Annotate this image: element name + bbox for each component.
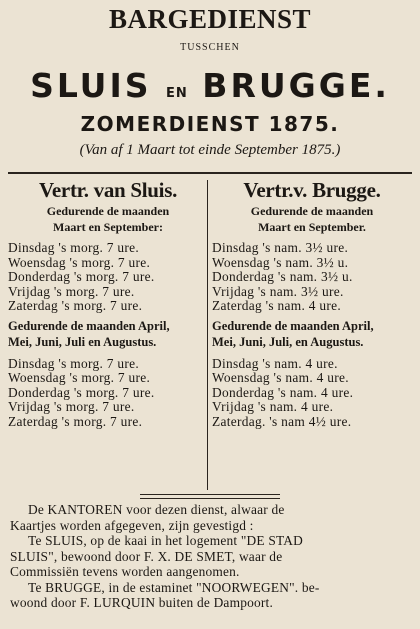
schedule-row: Vrijdag 's morg. 7 ure.: [8, 399, 135, 414]
schedule-list: [212, 357, 412, 430]
schedule-row: Woensdag 's nam. 3½ u.: [212, 254, 349, 270]
schedule-row: Dinsdag 's nam. 4 ure.: [212, 355, 338, 371]
period-label: Maart en September.: [258, 220, 366, 234]
period-label: Gedurende de maanden April,: [8, 318, 170, 333]
schedule-row: Woensdag 's morg. 7 ure.: [8, 370, 151, 385]
column-heading: Vertr. van Sluis.: [38, 178, 178, 202]
period-label: Mei, Juni, Juli, en Augustus.: [212, 334, 364, 349]
schedule-list: [8, 357, 208, 430]
schedule-row: Vrijdag 's morg. 7 ure.: [8, 283, 135, 299]
schedule-row: Zaterdag 's morg. 7 ure.: [8, 298, 143, 313]
schedule-row: Dinsdag 's morg. 7 ure.: [8, 355, 140, 371]
schedule-row: Donderdag 's morg. 7 ure.: [8, 269, 155, 284]
schedule-row: Donderdag 's morg. 7 ure.: [8, 384, 155, 400]
notes-line: Te BRUGGE, in de estaminet "NOORWEGEN". be-: [28, 579, 320, 595]
schedule-row: Zaterdag 's morg. 7 ure.: [8, 413, 143, 429]
schedule-row: Dinsdag 's nam. 3½ ure.: [212, 240, 349, 255]
notes-line: SLUIS", bewoond door F. X. DE SMET, waar de: [10, 548, 283, 564]
route-destination: BRUGGE.: [202, 66, 390, 105]
period-label: Gedurende de maanden: [250, 204, 374, 218]
header-divider: [8, 172, 412, 174]
departures-sluis: [8, 178, 208, 429]
schedule-row: Dinsdag 's morg. 7 ure.: [8, 240, 140, 255]
departures-brugge: [212, 178, 412, 429]
period-label: Maart en September:: [53, 220, 163, 234]
notes-line: Te SLUIS, op de kaai in het logement "DE STAD: [28, 533, 304, 548]
notes-line: Commissiën tevens worden aangenomen.: [10, 564, 240, 579]
notes-line: woond door F. LURQUIN buiten de Dampoort.: [10, 595, 274, 610]
schedule-row: Woensdag 's nam. 4 ure.: [212, 370, 349, 385]
schedule-row: Woensdag 's morg. 7 ure.: [8, 254, 151, 270]
route-origin: SLUIS: [30, 66, 152, 105]
section-divider: [140, 494, 280, 499]
schedule-row: Vrijdag 's nam. 4 ure.: [212, 399, 334, 414]
title: BARGEDIENST: [108, 4, 312, 34]
notes-line: Kaartjes worden afgegeven, zijn gevestigd :: [10, 517, 254, 533]
service-period: (Van af 1 Maart tot einde September 1875.): [79, 142, 341, 158]
schedule-list: [212, 241, 412, 314]
schedule-list: [8, 241, 208, 314]
schedule-row: Donderdag 's nam. 3½ u.: [212, 269, 353, 284]
route-joiner: EN: [166, 86, 188, 101]
schedule-row: Donderdag 's nam. 4 ure.: [212, 384, 354, 400]
column-heading: Vertr.v. Brugge.: [243, 178, 381, 202]
schedule-row: Zaterdag 's nam. 4 ure.: [212, 298, 342, 313]
notes-line: De KANTOREN voor dezen dienst, alwaar de: [28, 502, 285, 517]
period-label: Mei, Juni, Juli en Augustus.: [8, 334, 157, 349]
route-heading: [0, 66, 420, 105]
period-label: Gedurende de maanden April,: [212, 318, 374, 333]
office-notes: [10, 502, 412, 611]
service-heading: ZOMERDIENST 1875.: [80, 112, 340, 136]
between-label: TUSSCHEN: [180, 42, 240, 53]
schedule-row: Vrijdag 's nam. 3½ ure.: [212, 283, 344, 299]
period-label: Gedurende de maanden: [46, 204, 170, 218]
schedule-row: Zaterdag. 's nam 4½ ure.: [212, 413, 352, 429]
